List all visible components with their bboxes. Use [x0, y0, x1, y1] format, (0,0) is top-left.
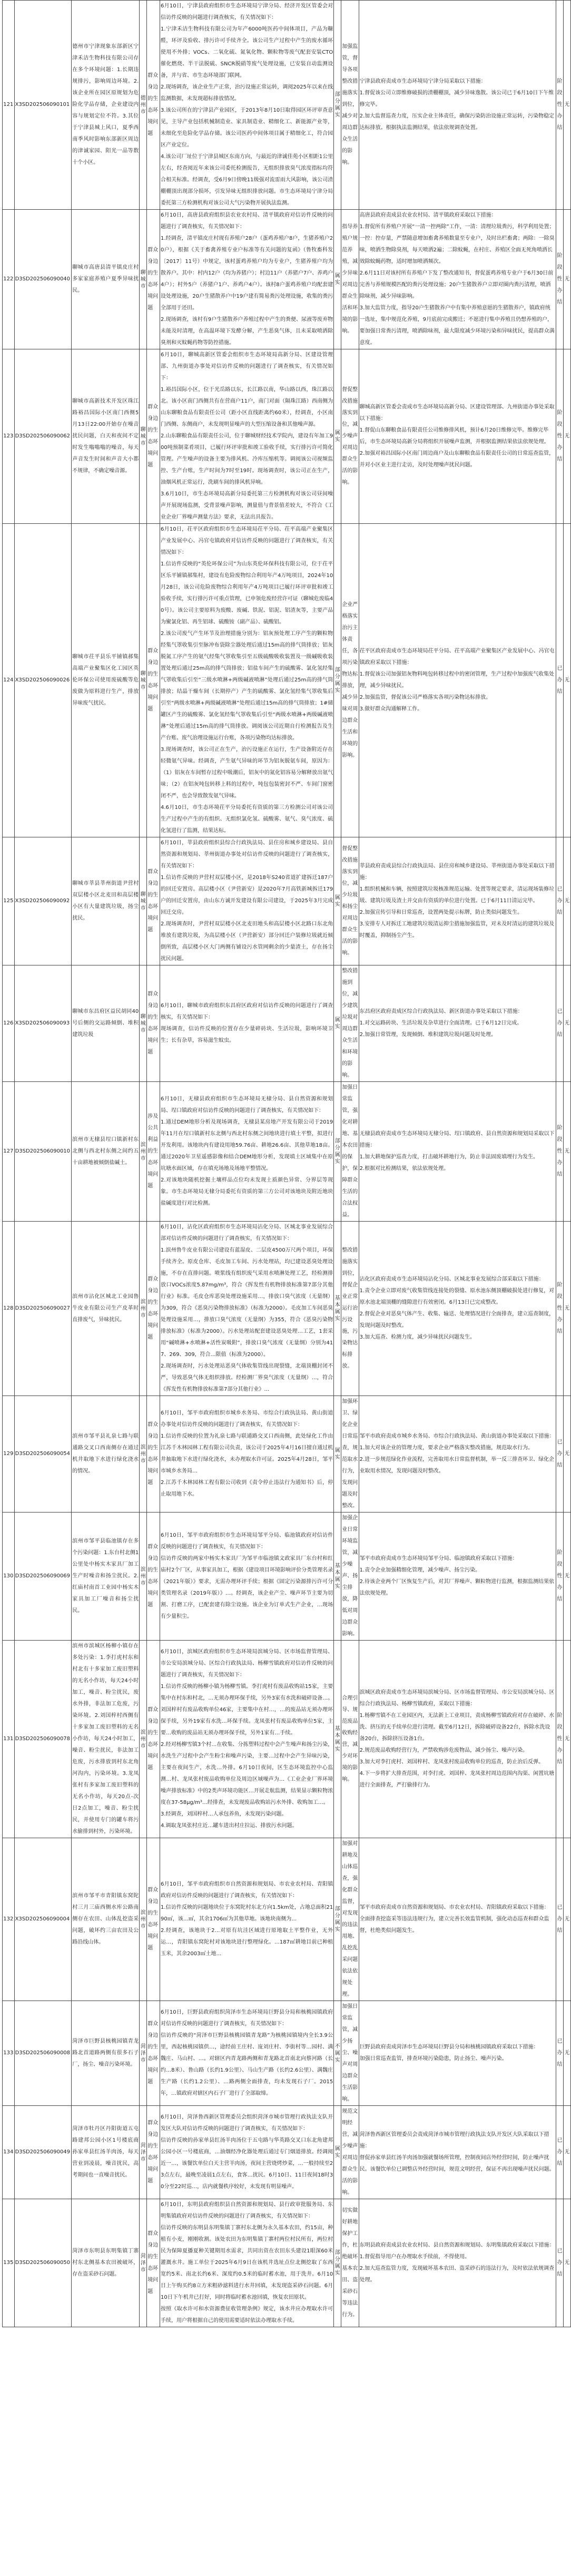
case-id: D3SD202506090069 — [14, 1513, 72, 1641]
handling-measures — [359, 1082, 556, 1222]
measure-paragraph: 3.加大监管力度，指导20户生猪散养户中有集中养殖意愿的生猪散养户，镇政府统一选址，集中规范化养殖，9月底前完成搬迁；不愿进行集中养殖且仍想养殖的户，要加强日常粪污清理，喷洒除味剂，最大限度减少环境污染和异味扰民，提高群众满意度。 — [359, 305, 555, 346]
investigation-paragraph: 2.现场调查，该企业生产正常，治污设施正常运转，调阅2025年以来在线监测数据，未发现超标排放情况。 — [161, 84, 333, 102]
city: 菏 泽 市 — [140, 2001, 147, 2106]
completion-status: 已 办 结 — [556, 524, 563, 837]
pollution-type: 群众身边的生态环境问题 — [147, 1641, 160, 1838]
investigation-findings — [160, 210, 334, 349]
complaint-description: 滨州市沾化区城北工业园鲁牛皮业有限公司生产皮革时直排废气，异味扰民。 — [72, 1222, 140, 1396]
accountability: 无 — [563, 1082, 570, 1222]
completion-status: 已 办 结 — [556, 1396, 563, 1513]
measure-paragraph: 聊城高新区管委会责成市生态环境局高新分局、区建设管理部、九州街道办事处采取以下措施： — [359, 404, 555, 422]
investigation-findings — [160, 837, 334, 965]
row-number: 133 — [3, 2001, 15, 2106]
investigation-paragraph: 6月10日，菏泽鲁西新区管理委员会组织菏泽市城市管理行政执法支队开发区大队对信访件反映的问题进行了调查核实，有关情况如下： — [161, 2114, 333, 2132]
accountability: 无 — [563, 1513, 570, 1641]
measure-paragraph: 1.督促指导用户在办理取水手续前，不得使用。 — [359, 2254, 470, 2260]
accountability: 无 — [563, 1838, 570, 2001]
case-id: D3SD202506090078 — [14, 1641, 72, 1838]
pollution-type: 群众身边的生态环境问题 — [147, 2001, 160, 2106]
completion-status: 已 办 结 — [556, 2001, 563, 2106]
rectification-goal: 加强监管，督导各项整改措施落实到位，减少对周边群众生活的影响。 — [341, 1, 359, 210]
complaint-description: 滨州市无棣县埕口镇新村东北侧与西北村东侧之间约五十亩耕地被倾倒盐碱土。 — [72, 1082, 140, 1222]
accountability: 无 — [563, 210, 570, 349]
table-row — [3, 1082, 571, 1222]
accountability: 无 — [563, 1641, 570, 1838]
table-row — [3, 1396, 571, 1513]
handling-measures — [359, 524, 556, 837]
measure-paragraph: 4.下一步将扩大排查范围，对李打虎、刘国梓、龙凤张村周边范围内沟渠、闲置坑塘进行全面排查，严打偷排行为。 — [359, 1771, 555, 1788]
row-number: 124 — [3, 524, 15, 837]
investigation-findings — [160, 965, 334, 1082]
investigation-findings — [160, 524, 334, 837]
investigation-paragraph: 现场调查，信访件反映的位置存在少量碎砖块、生活垃圾，影响环境卫生；长有杂草，容易滋生蚊虫。 — [161, 1026, 333, 1043]
measure-paragraph: 全面排查挖盗采等违法违规行为，建立完善长效监管机制，强化动态巡查和群众监督，杜绝类似问题发生。 — [359, 1916, 549, 1934]
city: 滨 州 市 — [140, 1396, 147, 1513]
case-id: X3SD202506090092 — [14, 837, 72, 965]
investigation-paragraph: 按照《取水许可和水资源费征收管理条例》规定，该水井应办理取水许可手续，用户将根据自己的使用需要适时依法办理取水手续。 — [161, 2306, 333, 2324]
investigation-paragraph: 6月10日，宁津县政府组织市生态环境局宁津分局、经济开发区管委会对信访件反映的问题进行调查核实，有关情况如下： — [161, 3, 333, 21]
investigation-paragraph: 4.6月10日，市生态环境茌平分局委托有资质的第三方检测公司对该公司生产过程中产生的有组织、无组织氯化氢、硫酸雾、氨气、臭气浓度、硫化氢进行了监测，结果达标。 — [161, 805, 333, 834]
pollution-type: 群众身边的生态环境问题 — [147, 1222, 160, 1396]
table-row — [3, 2199, 571, 2327]
measure-paragraph: 1.责令企业加强精细化管理，减少噪声、扬尘污染。 — [359, 1567, 481, 1573]
measure-paragraph: 滨城区政府责成市生态环境局滨城分局、区市场监督管理局、市公安局滨城分局、区综合行政执法局、杨柳雪镇政府，采取以下措施： — [359, 1690, 555, 1707]
investigation-paragraph: 6月10日，高唐县政府组织县农业农村局、清平镇政府对信访件反映的问题进行了调查核实，有关情况如下： — [161, 212, 333, 230]
accountability: 无 — [563, 2199, 570, 2327]
case-id: D3SD202506090050 — [14, 2199, 72, 2327]
measure-paragraph: 3.加大对李打虎村、刘国梓村、龙凤张村废品收购单位的巡查，防止治后反弹。 — [359, 1759, 544, 1765]
rectification-goal: 合理引导、规范废品收购经营，减少对环境的影响。 — [341, 1641, 359, 1838]
verdict: 部 分 属 实 — [334, 1838, 341, 2001]
investigation-paragraph: 1.信访件反映的位置为礼泉七路与联通路交叉口西南侧，此处绿化工作由江苏千木林园林工程有限公司负责，该公司于2025年4月16日擅自通过机井抽取地下水进行绿化浇水，未办理取水许可证。2025年4月28日，邹平市城乡水务局… — [161, 1433, 333, 1474]
investigation-paragraph: 4.该公司厂址位于宁津县城区东南方向，与最近的津诚佳苑小区相距1公里左右，经查阅近年来该公司委托检测报告，无组织排放臭气浓度指标均符合相关标准。经调查，受6月9日傍晚11级强对流雷雨大风影响，该公司渣棚棚顶出现部分损坏，引发异味无组织排放问题。市生态环境局宁津分局委托第三方检测机构对该公司大气污染物开展执法监测。 — [161, 154, 333, 206]
investigation-paragraph: 6月10日，聊城高新区管委会组织市生态环境局高新分局、区建设管理部、九州街道办事处对信访件反映的问题进行了调查核实，有关情况如下： — [161, 352, 333, 381]
city: 滨 州 市 — [140, 1641, 147, 1838]
measure-paragraph: 3.做好群众沟通解释工作。 — [359, 706, 423, 712]
investigation-paragraph: 6月10日，巨野县政府组织菏泽市生态环境局巨野县分局和核桃园镇政府对信访件反映的问题进行了调查核实，有关情况如下： — [161, 2009, 333, 2027]
pollution-type: 群众身边的生态环境问题 — [147, 524, 160, 837]
rectification-goal: 切实做好耕地保护工作，杜绝破坏基本农田、盗采砂石等违法行为。 — [341, 2199, 359, 2327]
completion-status: 阶 段 性 办 结 — [556, 1641, 563, 1838]
measure-paragraph: 莘县政府责成县综合行政执法局、县住房和城乡建设局、莘州街道办事处采取以下措施： — [359, 863, 555, 881]
investigation-paragraph: 2.对该地块随机挖掘土壤样品点位均未发现土质颜色异常、分界层等现象。市生态环境局无棣分局委托有资质的第三方公司对该地块及附近地块盐碱度进行对比检测。 — [161, 1177, 333, 1206]
complaint-description: 聊城市茌平县乐平铺镇郝集高端产业聚集区化工园区英伦环保公司使用废硫酸等危废做为原料进行生产，排放异味废气扰民。 — [72, 524, 140, 837]
measure-paragraph: 3.安排专人对拆迁工地建筑垃圾清运抑尘措施加强监管，对未及时清运的建筑垃圾及时覆盖，抑制扬尘产生。 — [359, 921, 555, 939]
rectification-goal: 加强环卫、绿化企业日常巡查，规范取水行为，发现问题及时整改。 — [341, 1396, 359, 1513]
row-number: 121 — [3, 1, 15, 210]
handling-measures — [359, 1641, 556, 1838]
measure-paragraph: 3.加大巡查、检测力度，减少异味扰民问题发生。 — [359, 1334, 476, 1340]
pollution-type: 群众身边的生态环境问题 — [147, 2199, 160, 2327]
investigation-findings — [160, 1, 334, 210]
measure-paragraph: 2.6月11日对该村所有养殖户下发了整改通知书，督促蛋鸡养殖专业户于6月30日前完善与养殖规模匹配的粪污处理设施；20户生猪散养户立即对圈内粪污清理，喷洒除味剂，减少异味影响。 — [359, 270, 554, 299]
table-row — [3, 2106, 571, 2199]
completion-status: 阶 段 性 办 结 — [556, 1222, 563, 1396]
case-id: X3SD202506090093 — [14, 965, 72, 1082]
measure-paragraph: 1.组织机械和车辆，按照建筑垃圾核准规范运输、处置等规定要求，清运现场装修垃圾、建筑垃圾及渣土并交由有资质的单位进行处置。已于6月11日清运完毕。 — [359, 886, 555, 904]
investigation-paragraph: 信访件反映的孙家单县红汤羊肉汤位于五屯路与华英路交叉口东北角建邦公园小区一号楼底商，…油烟经净化器处理后通过专门烟道排放。经调阅近一…，该餐饮单位白天主营羊肉汤，夜间主营烧烤炒菜，…一般持续至23点左右，最晚至凌晨1点左右，食客…扰民。6月10日、11日夜间18时30分至22时巡…，店内就餐秩序较好，未发现有明显噪声。 — [161, 2138, 333, 2190]
investigation-paragraph: 6月10日，莘县政府组织县综合行政执法局、县住房和城乡建设局、县自然资源和规划局、莘州街道办事处对信访件反映的问题进行了调查核实，有关情况如下： — [161, 840, 333, 869]
handling-measures — [359, 210, 556, 349]
measure-paragraph: 2.加强监管，督促该公司严格落实各项污染物达标排放。 — [359, 695, 491, 700]
investigation-paragraph: 2.江苏千木林园林工程有限公司收到《责令停止违法行为通知书》后，停止取用地下水。 — [161, 1480, 333, 1497]
measure-paragraph: 邹平市政府责成市自然资源和规划局、市农业农村局、青阳镇政府采取以下措施： — [359, 1905, 549, 1910]
case-id: D3SD202506090054 — [14, 1396, 72, 1513]
table-row — [3, 1513, 571, 1641]
investigation-paragraph: 6月10日，邹平市政府组织市生态环境局邹平分局、临池镇政府对信访件反映的问题进行了调查核实，有关情况如下： — [161, 1533, 333, 1550]
measure-paragraph: 2.加大巡查监管力度，发现破坏基本农田、盗采砂石的违法行为，及时依法依规调查处理。 — [359, 2266, 555, 2283]
rectification-goal: 加强日常监管，减少扬尘、噪声对周边群众生活影响。 — [341, 2001, 359, 2106]
rectification-goal: 加强企业日常环境监管，减少噪声、扬尘排放，降低对周边群众影响。 — [341, 1513, 359, 1641]
measure-paragraph: 加强日常巡查监管，排查环境污染隐患，防止扬尘、噪声污染。 — [359, 2056, 507, 2062]
records-body — [3, 1, 571, 2327]
row-number: 126 — [3, 965, 15, 1082]
completion-status: 已 办 结 — [556, 2106, 563, 2199]
investigation-paragraph: 1.滨州鲁牛皮业有限公司建设有蓝湿皮、二层皮4500万尺两个项目，环保手续齐全。原皮仓库、毛皮加工车间、污水处理站，均已建设恶臭处理设施，不存在直排问题。喷浆线有组织废气采用水喷淋处理工艺，经检测排放口VOCs浓度5.87mg/m³，符合《挥发性有机物排放标准第7部分其他行业》标准。毛皮仓库恶臭处理设施采用…，排放口臭气浓度（无量纲）为309，符合《恶臭污染物排放标准》（标准为2000）。毛皮加工车间恶臭处理设施采用…，排放口臭气浓度（无量纲）为355，符合《恶臭污染物排放标准》（标准为2000）。污水处理站配套建设恶臭处理…工艺，1套采用“碱喷淋+水喷淋+活性炭吸附”，排放口臭气浓度（无量纲）分别为417、269、309，符合…限值（标准为2000）。 — [161, 1247, 333, 1358]
verdict: 属 实 — [334, 2106, 341, 2199]
completion-status: 阶 段 性 办 结 — [556, 349, 563, 524]
complaint-description: 聊城市高新技术开发区珠江路裕昌国际小区南门西侧5月13日22:00开始存在噪音扰民问题，白天和夜间不定时发生嗡嗡嗡的噪音，每天声音发生时间和声音大小都不规律，不确定噪音源。 — [72, 349, 140, 524]
measure-paragraph: 巨野县政府责成菏泽市生态环境局巨野县分局和核桃园镇政府采取以下措施： — [359, 2044, 539, 2050]
pollution-type: 涉及公共利益的生态环境问题 — [147, 1082, 160, 1222]
completion-status: 已 办 结 — [556, 837, 563, 965]
table-row — [3, 1222, 571, 1396]
accountability: 无 — [563, 965, 570, 1082]
investigation-paragraph: 信访件反映的两家中杨实木家具厂为邹平市临池镇文政家具厂东台村和红庙村2个厂区，从事家具加工，根据《建设项目环境影响评价分类管理名录（2021年版）》要求，无需办理环评手续；根据《固定污染源排污许可分类管理名录（2019年版）》…。经调查，该企业产尘、噪声环节主要为切割、打磨工序，已配套建有除尘设施。该企业为订单式生产企业，…现场有少量积尘。 — [161, 1556, 333, 1619]
pollution-type: 群众身边的生态环境问题 — [147, 1, 160, 210]
measure-paragraph: 2.加强日常管理，发现倾倒、堆积建筑垃圾问题及时处理。 — [359, 1032, 497, 1038]
case-id: D3SD202506090062 — [14, 349, 72, 524]
complaint-description: 聊城市莘县莘州街道尹营村双层楼小区北麦田和高层楼小区有大量建筑垃圾，扬尘扰民。 — [72, 837, 140, 965]
investigation-paragraph: 2.现场调查，该村有9户生猪散养户养殖过程中产生的粪便、尿液等废弃物未能及时清理，在高温环境下发酵分解，产生恶臭气体，且未采取喷洒除臭剂和灭蚊蝇药物等防控措施。 — [161, 317, 333, 346]
accountability: 无 — [563, 2001, 570, 2106]
case-id: D3SD202506090008 — [14, 2001, 72, 2106]
measure-paragraph: 2.督促企业对恶臭气体产生、收集、输送、处理情况进行全面排查，建立巡查制度，发现问题及时整改。 — [359, 1311, 555, 1329]
measure-paragraph: 菏泽鲁西新区管理委员会责成菏泽市城市管理行政执法支队开发区大队采取以下措施： — [359, 2132, 549, 2149]
city: 聊 城 市 — [140, 837, 147, 965]
city: 滨 州 市 — [140, 1838, 147, 2001]
investigation-paragraph: 6月10日，邹平市政府组织市自然资源和规划局、市农业农村局、青阳镇政府对信访件反映的问题进行了调查核实，有关情况如下： — [161, 1881, 333, 1899]
investigation-paragraph: 6月10日，聊城市政府组织东昌府区政府对信访件反映的问题进行了调查核实，有关情况如下： — [161, 1003, 333, 1020]
investigation-paragraph: 1.宁津禾洁生物科技有限公司为年产6000吨医药中间体项目，产品为糠醛，环评及验收、排污许可手续齐全。该公司生产过程中产生的废水循环使用不外排；VOCs、二氧化硫、氮氧化物、颗粒物等废气配套安装CTO催化燃烧、半干法脱硫、SNCR脱硝等废气处理设施，已安装自动监测设备，并与省、市生态环境部门联网。 — [161, 26, 333, 79]
measure-paragraph: 1.杨柳雪镇不在工业园区内，无法新上工业项目，责成杨柳雪镇政府对存在破碎、水洗、挤压的无手续单位进行清理。截至6月12日，拆除破碎设备22台，拆除水洗设备20台，拆除挤压设备1台。 — [359, 1713, 555, 1742]
completion-status: 已 办 结 — [556, 2199, 563, 2327]
measure-paragraph: 邹平市政府责成市城乡水务局、市综合行政执法局、黄山街道办事处采取以下措施： — [359, 1433, 555, 1439]
verdict: 属 实 — [334, 837, 341, 965]
measure-paragraph: 2.加大监督巡查力度，压实企业主体责任，确保污染防治设施正常运转，污染物稳定达标排放。根据执法监测结果，依法依规调查处置。 — [359, 113, 555, 131]
pollution-type: 群众身边的生态环境问题 — [147, 210, 160, 349]
city: 菏 泽 市 — [140, 2199, 147, 2327]
complaint-description: 菏泽市东明县东明集镇丁寨村东北侧基本农田被破坏，存在盗采砂石问题。 — [72, 2199, 140, 2327]
row-number: 130 — [3, 1513, 15, 1641]
table-row — [3, 1641, 571, 1838]
investigation-paragraph: 1.信访件反映的“英伦环保公司”为山东英伦环保科技有限公司，位于茌平区乐平铺镇郝集村，建设有危险废物综合利用年产4万吨项目，2024年10月28日，该公司危险废物综合利用年产4万吨项目已履行环评审批和竣工验收手续，实行排污许可重点管理，已申领危废经营许可证（聊城危废临40号）。该公司主要原料为废酸、废碱、铁泥、铝泥、铝渣灰等，主要产品为聚氯化铝、再生铝球、硫酸铵（副产品）、硫酸铝。 — [161, 561, 333, 625]
accountability: 无 — [563, 1396, 570, 1513]
investigation-paragraph: 1.经调查，清平镇皮庄村现有养殖户28户（蛋鸡养殖户8户，生猪养殖户20户），根据《关于畜禽养殖专业户标准等有关问题的复函》（鲁牧畜科发〔2017〕11号）中规定，该村蛋鸡养殖户均为专业户，生猪养殖户均为散养户。其中：村内12户（均为养猪户）；村边11户（养猪户7户、养鸡户4户）；村外5户（养猪户1户、养鸡户4户）。该村8户蛋鸡养殖户均配套建设处理设施，20户生猪散养户中19户建有简易粪污处理设施，收集的粪污全部用于还田。 — [161, 236, 333, 311]
rectification-goal: 整改措施到位，减少建筑垃圾对周边群众生活和环境的影响。 — [341, 965, 359, 1082]
measure-paragraph: 1.督促山东聊粮食品有限责任公司维修排风机，预计6月20日维修完毕。维修完毕后，市生态环境局高新分局将组织开展噪声监测，并根据监测结果依法依规处理。 — [359, 427, 549, 445]
city: 滨 州 市 — [140, 1082, 147, 1222]
pollution-type: 群众身边的生态环境问题 — [147, 965, 160, 1082]
handling-measures — [359, 1838, 556, 2001]
verdict: 部 分 属 实 — [334, 2199, 341, 2327]
table-row — [3, 965, 571, 1082]
row-number: 127 — [3, 1082, 15, 1222]
rectification-goal: 企业严格落实治污主体责任，各项污染物达标排放，减少异味对周边群众生活和环境的影响。 — [341, 524, 359, 837]
investigation-findings — [160, 1513, 334, 1641]
handling-measures — [359, 965, 556, 1082]
complaint-description: 滨州市邹平县临池镇存在多个污染问题：1.东台村北侧1公里处中杨实木家具厂加工生产时噪音和扬尘扰民。2.红庙村南首工业园中杨实木家具加工厂噪音和扬尘扰民。 — [72, 1513, 140, 1641]
table-row — [3, 2001, 571, 2106]
measure-paragraph: 宁津县政府责成市生态环境局宁津分局采取以下措施： — [359, 79, 486, 84]
verdict: 基 本 属 实 — [334, 1513, 341, 1641]
accountability: 无 — [563, 524, 570, 837]
accountability: 无 — [563, 2106, 570, 2199]
rectification-goal: 督促整改措施落实到位，减少噪声对周边群众生活的影响。 — [341, 349, 359, 524]
city: 滨 州 市 — [140, 1222, 147, 1396]
row-number: 129 — [3, 1396, 15, 1513]
investigation-findings — [160, 2199, 334, 2327]
city: 聊 城 市 — [140, 524, 147, 837]
measure-paragraph: 东明县政府责成县农业农村局、县自然资源和规划局、东明集镇政府采取以下措施： — [359, 2242, 555, 2248]
investigation-paragraph: 3.经调查，刘国梓村…人承包养鱼，未发现污染问题。 — [161, 1811, 287, 1817]
handling-measures — [359, 1, 556, 210]
city: 德 州 市 — [140, 1, 147, 210]
measure-paragraph: 2.根据对比检测结果，依法依规处理。 — [359, 1166, 449, 1172]
investigation-paragraph: 6月10日，沾化区政府组织市生态环境局沾化分局、区城北事业发展综合部对信访件反映的问题进行了调查核实，有关情况如下： — [161, 1224, 333, 1242]
complaint-description: 菏泽市巨野县核桃园镇青龙路北首道路两侧有很多石子厂，扬尘、噪音污染环境。 — [72, 2001, 140, 2106]
handling-measures — [359, 1222, 556, 1396]
rectification-goal: 整改措施落实到位，督促企业正常运行治污设施，污染物达标排放。 — [341, 1222, 359, 1396]
verdict: 部 分 属 实 — [334, 524, 341, 837]
measure-paragraph: 东昌府区政府责成区综合行政执法局、新区街道办事处采取以下措施： — [359, 1009, 523, 1014]
complaint-description: 滨州市邹平市青阳镇东窝陀村三月三庙西侧水库公路南侧存在农田、山体乱挖盗采问题，破坏约三亩农田及公路沿线山体。 — [72, 1838, 140, 2001]
investigation-paragraph: 2.山东聊粮食品有限责任公司，位于聊城财经技术学院内，建设有年加工900吨预制菜肴项目，已履行环评审批和竣工验收手续，实行排污许可简化管理。产生噪声的设备主要为排风机、冷库压缩机等。调阅该公司视频监控、生产台账，生产时间为7时至19时。现场调查时，该公司正在生产，油烟风机正常运行，洗刷车间的排风机异响。 — [161, 433, 333, 485]
completion-status: 已 办 结 — [556, 965, 563, 1082]
handling-measures — [359, 2106, 556, 2199]
verdict: 属 实 — [334, 349, 341, 524]
complaint-description: 聊城市高唐县清平镇皮庄村多家家庭养殖户夏季异味扰民。 — [72, 210, 140, 349]
investigation-paragraph: 6月10日，滨城区政府组织市生态环境局滨城分局、区市场监督管理局、市公安局滨城分局、区综合行政执法局、杨柳雪镇政府对信访件反映的问题进行了调查核实，有关情况如下： — [161, 1649, 333, 1678]
accountability: 无 — [563, 349, 570, 524]
completion-status: 阶 段 性 办 结 — [556, 210, 563, 349]
investigation-paragraph: 6月10日，邹平市政府组织市城乡水务局、市综合行政执法局、黄山街道办事处对信访件反映的问题进行了调查核实，有关情况如下： — [161, 1410, 333, 1428]
table-row — [3, 1, 571, 210]
case-id: D3SD202506090049 — [14, 2106, 72, 2199]
row-number: 135 — [3, 2199, 15, 2327]
investigation-findings — [160, 2106, 334, 2199]
investigation-paragraph: 信访件反映的东明县东明集镇丁寨村东北侧为永久基本农田，约15亩，种植有小麦，刚刚收割。该处农田为东明集镇丁寨村两位村民所有，两位村民为保障夏播夏种关键期用水需求，共同出资在农田东头建设1眼深60米灌溉水井。施工单位于2025年6月9日在该机井选址点位北侧挖取了东西宽约5米、南北长约6米、深度约0.5米的临时蓄水池，用于洗井。6月10日上午购买约8立方米粗砂滤料进行水井回填，未发现盗采砂石问题。6月10日下午机井已打好，同时将临时蓄水池回填，恢复农田原状。 — [161, 2225, 333, 2300]
investigation-findings — [160, 349, 334, 524]
case-id: X3SD202506090026 — [14, 524, 72, 837]
complaint-records-table — [2, 0, 571, 2327]
investigation-paragraph: 1.信访件反映的尹营村双层楼小区，是2018年S240省道扩建拆迁187户的回迁安置房。高层楼小区（尹营新安）是2020年7月高铁新城拆迁179户的回迁安置房，由山东方诚开发建设有限公司建设，于2025年3月完成回迁交房。 — [161, 875, 333, 915]
investigation-findings — [160, 1082, 334, 1222]
row-number: 131 — [3, 1641, 15, 1838]
case-id: X3SD202506090101 — [14, 1, 72, 210]
table-row — [3, 210, 571, 349]
row-number: 134 — [3, 2106, 15, 2199]
measure-paragraph: 1.对交运路砖块、生活垃圾及杂草进行全面清理。已于6月12日完成。 — [359, 1020, 523, 1026]
city: 滨 州 市 — [140, 1513, 147, 1641]
measure-paragraph: 邹平市政府责成市生态环境局邹平分局、临池镇政府采取以下措施： — [359, 1556, 518, 1562]
complaint-description: 滨州市滨城区杨柳小镇存在多处污染：1.李打虎村东和村北有十多家加工废旧塑料的无名小作坊，每天24小时加工，噪音、粉尘扰民，废水外排，非法加工危废，污染环境。2.刘国梓村西侧有十多家加工废旧塑料的无名小作坊，每天24小时加工，噪音、粉尘扰民，非法加工危废，污水排放到村东北角河沟内，污染环境。3.龙凤张村有多家加工废旧塑料的无名小作坊，每天20点-次日2点加工，噪音、粉尘扰民，并使用专门的罐车将污水偷排到村外，污染环境。 — [72, 1641, 140, 1838]
measure-paragraph: 1.加大对该企业的管理力度，要求企业严格落实整改措施，规范取水行为。 — [359, 1445, 534, 1451]
investigation-findings — [160, 1222, 334, 1396]
city: 聊 城 市 — [140, 349, 147, 524]
investigation-paragraph: 2.该公司废气产生环节及治理措施分别为：铝灰预处理工序产生的颗粒物经集气罩收集引至脉冲布袋除尘器处理后通过15m高的排气筒排放；铝灰脱氮工序产生的氨气经集气罩收集引至五级硫酸吸收装置及一级碱吸收装置处理后通过25m高的排气筒排放；铝盐车间产生的硫酸雾、氯化氢经集气罩收集后引至“三级水喷淋+两级碱液喷淋”处理后通过25m高的排气筒排放；结晶干燥车间（长期停产）产生的硫酸雾、氯化氢经集气罩收集后引至“两级水喷淋+两级碱液喷淋”处理后通过15m高的排气筒排放；1#储罐区产生的硫酸雾、氯化氢经集气罩收集后引至“两级水喷淋+两级碱液喷淋”处理后通过15m高的排气筒排放。调阅该公司近期自行检测报告及生产台账、废气治理设施运行台账，各项污染物均达标排放。 — [161, 631, 333, 741]
measure-paragraph: 2.加强对裕昌国际小区南门周边商户及山东聊粮食品有限责任公司的日常巡查监管，并对小区业主进行走访，及时处理噪声扰民问题。 — [359, 451, 555, 468]
accountability: 无 — [563, 837, 570, 965]
investigation-findings — [160, 1641, 334, 1838]
table-row — [3, 349, 571, 524]
investigation-paragraph: 2.经调查，该地块于2…对原有坑洼区域进行原地取土平整作业，无外运…，青阳镇东窝陀村对该地块进行整理绿化。…187㎡耕地目前已种植玉米，其余2003㎡土地… — [161, 1928, 333, 1957]
rectification-goal: 指导养殖户规范养殖，减少异味对周边群众生活和环境的影响。 — [341, 210, 359, 349]
investigation-findings — [160, 1396, 334, 1513]
complaint-description: 德州市宁津现象东部新区宁津禾洁生物科技有限公司存在多个环境问题：1.长期违规排污，影响周边环境。2.该企业所在园区原规划为危险化学品存储，企业建设内容与规划定位不符。3.其位于宁津县城上风口，夏季西南季风时影响东部新区周边的津诚家园、阳光一品等数十个小区。 — [72, 1, 140, 210]
pollution-type: 群众身边的生态环境问题 — [147, 1396, 160, 1513]
case-id: D3SD202506090010 — [14, 1082, 72, 1222]
case-id: D3SD202506090040 — [14, 210, 72, 349]
investigation-paragraph: 3.6月10日，市生态环境局高新分局委托第三方检测机构对该公司昼间噪声开展现场监测，受背景噪声影响，测量值与背景值差较大，不符合《工业企业厂界噪声测量方法》要求，无法出具报告。 — [161, 491, 333, 520]
investigation-paragraph: 4.调取龙凤张村庄近…罐车进出村庄拉运、排放污水问题。 — [161, 1823, 298, 1829]
row-number: 132 — [3, 1838, 15, 2001]
pollution-type: 群众身边的生态环境问题 — [147, 2106, 160, 2199]
investigation-findings — [160, 1838, 334, 2001]
measure-paragraph: 无棣县政府责成市生态环境局无棣分局、埕口镇政府、县自然资源和规划局采取以下措施： — [359, 1131, 555, 1148]
investigation-paragraph: 6月10日，茌平区政府组织市生态环境局茌平分局、茌平高端产业聚集区产业发展中心、冯官屯镇政府对信访件反映的问题进行了调查核实，有关情况如下： — [161, 526, 333, 555]
row-number: 122 — [3, 210, 15, 349]
row-number: 123 — [3, 349, 15, 524]
handling-measures — [359, 1396, 556, 1513]
investigation-paragraph: 3.现场调查时，该公司正在生产，治污设施正在运行，生产设备附近存在轻微氨气异味。经调查，产生氨气异味的环节为铝灰脱氨车间，原因为：（1）铝灰在车间暂存过程中吸潮后，铝灰中的氮化铝容易分解释放出氨气味；（2）在铝灰吨包转移上料的过程中，吨包包装密封不严、车间门窗密闭不严，也会导致散发氨气异味。 — [161, 747, 333, 799]
investigation-paragraph: 1.裕昌国际小区，位于光岳路以东，长江路以南，华山路以西，珠江路以北。该小区南门西侧共有在营商户11户，南门对面（隔珠江路）西南侧为山东聊粮食品有限责任公司（距小区直线距离约60米），经调查，小区南门西侧、东侧商户，未发现明显噪声的大型压缩设备和其他噪声源。 — [161, 387, 333, 427]
complaint-description: 聊城市东昌府区益民胡同40号后侧的交运路倾倒、堆积建筑垃圾 — [72, 965, 140, 1082]
measure-paragraph: 2.规范废品收购经营行为，严禁收购涉危废物品，减少扬尘、噪声污染。 — [359, 1748, 528, 1753]
verdict: 属 实 — [334, 1396, 341, 1513]
rectification-goal: 规范文明经营，减少噪声对周边群众生活的影响。 — [341, 2106, 359, 2199]
verdict: 属 实 — [334, 965, 341, 1082]
pollution-type: 群众身边的生态环境问题 — [147, 1838, 160, 2001]
accountability: 无 — [563, 1, 570, 210]
investigation-findings — [160, 2001, 334, 2106]
case-id: X3SD202506090004 — [14, 1838, 72, 2001]
completion-status: 已 办 结 — [556, 1838, 563, 2001]
measure-paragraph: 1.督促该公司立即维修破损的渣棚棚顶，减少异味逸散。该公司已于6月10日下午维修完毕。 — [359, 90, 554, 108]
investigation-paragraph: 2.现场调查时，尹营村双层楼小区北麦田地头和高层楼小区北路口东北角堆放有建筑垃圾，为高层楼小区（尹营新安）部分回迁户装修垃圾就近倾倒所致，高层楼小区大门两侧有铺设污水管网剩余的少量渣土，存在扬尘扰民问题。 — [161, 921, 333, 962]
verdict: 属 实 — [334, 210, 341, 349]
handling-measures — [359, 837, 556, 965]
completion-status: 阶 段 性 办 结 — [556, 1513, 563, 1641]
rectification-goal: 加强对耕地及山体巡查，强化群众监督，对发现的违法用地、乱挖乱采问题依法依规处理。 — [341, 1838, 359, 2001]
investigation-paragraph: 6月10日，无棣县政府组织市生态环境局无棣分局、县自然资源和规划局、埕口镇政府对信访件反映的问题进行了调查核实，有关情况如下： — [161, 1096, 333, 1114]
measure-paragraph: 2.进一步规范绿化作业流程，完善取用水日常监督机制，举一反三排查环卫、绿化企业取用水情况，发现问题及时整改。 — [359, 1457, 555, 1474]
table-row — [3, 1838, 571, 2001]
measure-paragraph: 督促孙家单县红汤羊肉汤加强就餐场所管理，控制夜间店外经营时间，防止噪声扰民。该餐饮单位已调整店外经营时间，规范文明经营，保证不再出现噪声扰民问题。 — [359, 2155, 555, 2172]
verdict: 部 分 属 实 — [334, 1082, 341, 1222]
completion-status: 阶 段 性 办 结 — [556, 1082, 563, 1222]
rectification-goal: 加强日常监管，强化对耕地、基本农田的保护，保障群众生活的合法权益。 — [341, 1082, 359, 1222]
measure-paragraph: 1.督促所有养殖户开展“一清一控两除”工作，一清：清理垃圾粪污，科学利用处置；一控：控存量，严禁随意增加畜禽养殖数量至专业户，及时出栏畜禽；两除：一除臭味，喷洒生物除臭剂，每天喷洒2遍；二除蚊蝇，在村庄、养殖区全面无死角喷洒长效除蚊蝇药物，适时增加喷洒频次。 — [359, 224, 555, 265]
row-number: 128 — [3, 1222, 15, 1396]
rectification-goal: 督促整改措施落实到位，减少垃圾和扬尘对周边群众生活的影响。 — [341, 837, 359, 965]
handling-measures — [359, 1513, 556, 1641]
investigation-paragraph: 2.经对杨柳雪镇3个村…在收集、分拣塑料过程中会产生噪声和扬尘污染，水洗生产过程中会产生粉尘和噪声污染，主要…过程中会产生异味污染，主要在夜间生产，水洗…外排。6月10日夜间，区生态环境监控中心监测…村、龙凤张村废品收购单位及周边区域噪声为…《工业企业厂界环境噪声排放标准》中的2类声环境功能区…开展走航监测，结果显示颗粒物浓度在37-58μg/m³…经排查，未发现废品收购站污水外排、收购加工…。 — [161, 1742, 333, 1806]
measure-paragraph: 1.加大耕地保护巡查力度，打击破坏耕地行为，防止非法固废填埋行为发生。 — [359, 1154, 539, 1160]
city: 菏 泽 市 — [140, 2106, 147, 2199]
complaint-description: 滨州市邹平县礼泉七路与联通路交叉口西南侧存在通过机井取地下水进行绿化浇水的情况。 — [72, 1396, 140, 1513]
verdict: 部 分 属 实 — [334, 1, 341, 210]
investigation-paragraph: 3.该公司所在的宁津县产业园区，于2013年8月10日取得园区环评审查意见，主导产业包括机械制造业、家具制造业、精细化工、新能源产业等，未细化至危险化学品存储。该公司医药中间体项目属于精细化工，符合园区产业定位。 — [161, 108, 333, 148]
completion-status: 阶 段 性 办 结 — [556, 1, 563, 210]
measure-paragraph: 1.责令企业立即对废气收集管线连接处的裂缝、原水池东侧顶棚破损处进行修复，对原水池北端顶棚的缝隙进行有效密闭。6月13日已完成整改。 — [359, 1288, 555, 1305]
measure-paragraph: 2.加强宣传引导和日常巡查，设置两处提示标牌，防止类似问题发生。 — [359, 910, 523, 915]
table-row — [3, 837, 571, 965]
verdict: 基 本 属 实 — [334, 1641, 341, 1838]
accountability: 无 — [563, 1222, 570, 1396]
handling-measures — [359, 2001, 556, 2106]
investigation-paragraph: 1.通过DEM地形分析及现场调查，无棣县某房地产开发有限公司于2019年11月在埕口镇新村东北侧与西北村东侧之间地块进行填土平整，拟进行开发利用。该地块内有建设用地59.76亩、耕地26.6亩、其他草地18亩。通过2020年卫星遥感影像和结合DEM地形分析，发现填土区域集中在原坑塘水面区域，存在填充场地及场地平整情况。 — [161, 1119, 333, 1172]
verdict: 不 属 实 — [334, 2001, 341, 2106]
city: 聊 城 市 — [140, 965, 147, 1082]
verdict: 基 本 属 实 — [334, 1222, 341, 1396]
pollution-type: 群众身边的生态环境问题 — [147, 1513, 160, 1641]
complaint-description: 菏泽市牡丹区丹阳街道五屯路建邦公园小区1号楼底商孙家单县红汤羊肉汤，每天营业到凌晨，噪音扰民，高考期间也一直噪音扰民。 — [72, 2106, 140, 2199]
investigation-paragraph: 6月10日，东明县政府组织县自然资源和规划局、县行政审批服务局、东明集镇政府对信访件反映的问题进行了调查核实，有关情况如下： — [161, 2202, 333, 2219]
investigation-paragraph: 1.信访件反映的问题地块位于东窝陀村东北方向1.5km处，占地总面积2190㎡，该…㎡，其余1706㎡为其他草地。该地块南侧为… — [161, 1905, 333, 1922]
table-row — [3, 524, 571, 837]
row-number: 125 — [3, 837, 15, 965]
measure-paragraph: 高唐县政府责成县农业农村局、清平镇政府采取以下措施： — [359, 212, 497, 218]
measure-paragraph: 沾化区政府责成市生态环境局沾化分局、区城北事业发展综合部采取以下措施： — [359, 1276, 544, 1282]
case-id: D3SD202506090027 — [14, 1222, 72, 1396]
pollution-type: 群众身边的生态环境问题 — [147, 349, 160, 524]
measure-paragraph: 2.待该企业两个厂区恢复生产后，对其厂界噪声、颗粒物进行监测，根据监测结果依法依规处理。 — [359, 1579, 555, 1596]
investigation-paragraph: 1.信访件反映的杨柳小镇为杨柳雪镇。李打虎村有废品收购站15家，主要集中在村东和村北，…无须办理环保手续，另外3家有水洗和破碎设备…。刘国梓村有废品收购单位46家，主要集中在村…，…的废品站无须办理环保手续，另外19家有水洗…环保手续。龙凤张村有废品收购单位5家，主要…收购的废品站无须办理环保手续，另外1家有…手续。 — [161, 1684, 333, 1736]
investigation-paragraph: 信访件反映的“菏泽市巨野县核桃园镇青龙路”为核桃园镇境内全长3.9公里，西起核桃园镇供…，途经前王庄村、庞刘庄村、李街村等…园村、满魏庄、马山村、…。对辖区内青龙路两侧和青龙路北首南北向蔡河路（长约…8米）、鲁山路（长约1.9公里）、马山生产路（长约2.6公里）、满魏庄生产路（长约1.2公里）、…路两侧全面排查，均未发现石子厂。2015年，…镇政府对辖区内石子厂进行了全部取缔。 — [161, 2033, 333, 2096]
pollution-type: 群众身边的生态环境问题 — [147, 837, 160, 965]
measure-paragraph: 茌平区政府责成市生态环境局茌平分局、茌平高端产业聚集区产业发展中心、冯官屯镇政府采取以下措施： — [359, 648, 555, 666]
investigation-paragraph: 2.现场调查时，污水处理站恶臭气体收集管线出现裂缝，北端顶棚封闭不严，导致恶臭气体无组织排放。经检测厂界臭气浓度（无量纲）…，符合《挥发性有机物排放标准第7部分其他行业》… — [161, 1363, 333, 1392]
city: 聊 城 市 — [140, 210, 147, 349]
measure-paragraph: 1.督促该公司加强铝灰物料吨包转移过程中的密闭管理，生产过程中加强废气收集处理，减少异味扰民。 — [359, 671, 555, 689]
handling-measures — [359, 2199, 556, 2327]
handling-measures — [359, 349, 556, 524]
